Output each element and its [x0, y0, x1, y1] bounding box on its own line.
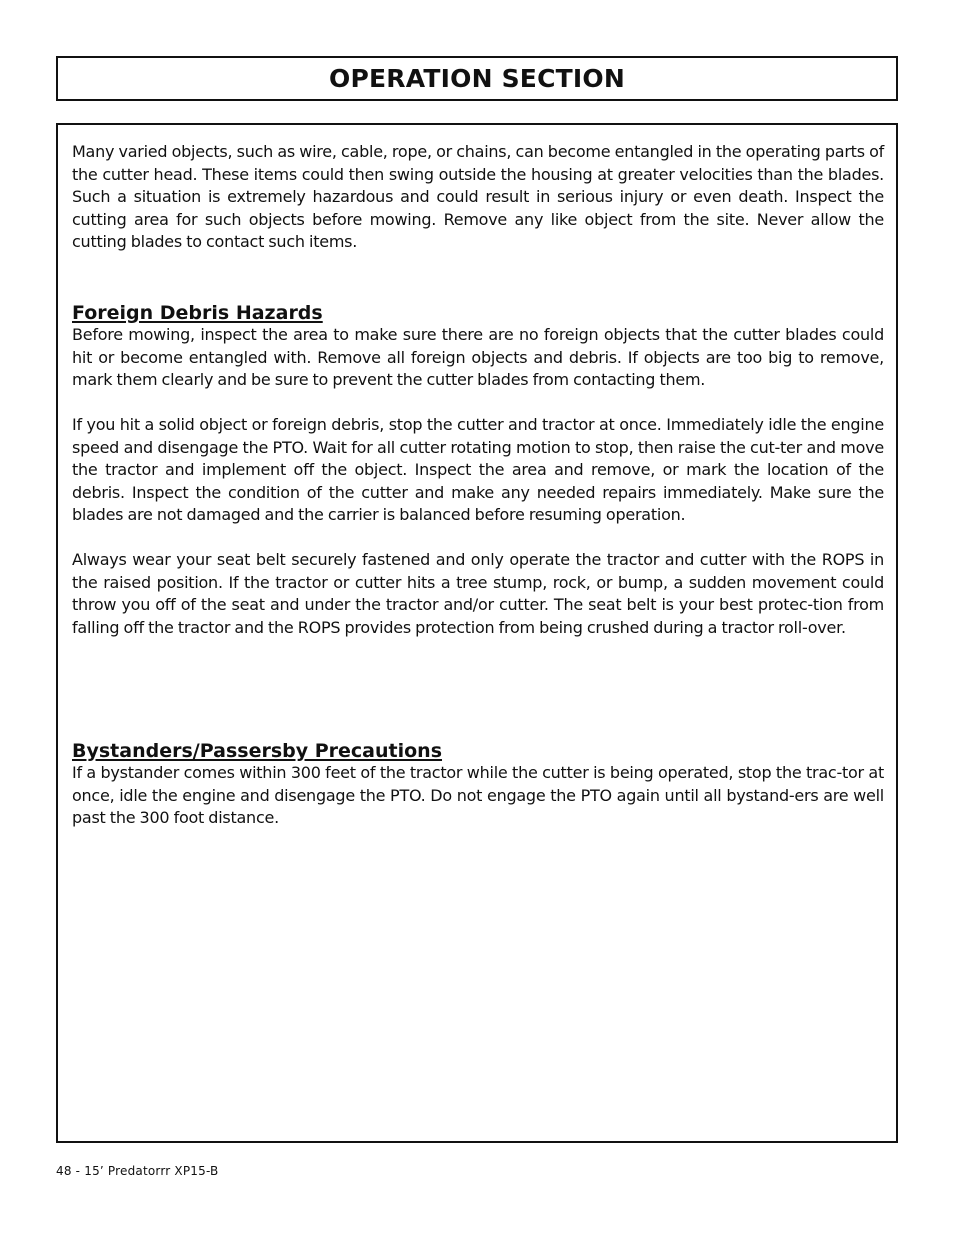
foreign-debris-block-1 — [72, 324, 884, 392]
section-title-box — [56, 56, 898, 101]
page-title: OPERATION SECTION — [329, 64, 625, 93]
intro-paragraph: Many varied objects, such as wire, cable, rope, or chains, can become entangled in the operating parts of the cutter head. These items could then swing outside the housing at greater velocities than the blades. Such a situation is extremely hazardous and could result in serious injury or even death. Inspect the cutting area for such objects before mowing. Remove any like object from the site. Never allow the cutting blades to contact such items. — [72, 142, 884, 252]
bystanders-heading: Bystanders/Passersby Precautions — [72, 740, 443, 762]
bystanders-block — [72, 762, 884, 830]
foreign-debris-heading: Foreign Debris Hazards — [72, 302, 323, 324]
foreign-debris-paragraph-1: Before mowing, inspect the area to make sure there are no foreign objects that the cutter blades could hit or become entangled with. Remove all foreign objects and debris. If objects are too big to remove, mark them clearly and be sure to prevent the cutter blades from contacting them. — [72, 325, 884, 390]
foreign-debris-paragraph-2: If you hit a solid object or foreign debris, stop the cutter and tractor at once. Immediately idle the engine speed and disengage the PTO. Wait for all cutter rotating motion to stop, then raise the cut-ter and move the tractor and implement off the object. Inspect the area and remove, or mark the location of the debris. Inspect the condition of the cutter and make any needed repairs immediately. Make sure the blades are not damaged and the carrier is balanced before resuming operation. — [72, 415, 884, 525]
bystanders-paragraph: If a bystander comes within 300 feet of the tractor while the cutter is being operated, stop the trac-tor at once, idle the engine and disengage the PTO. Do not engage the PTO again until all bystand-ers are well past the 300 foot distance. — [72, 763, 884, 828]
foreign-debris-block-3 — [72, 549, 884, 639]
content-box — [56, 123, 898, 1143]
bystanders-heading-block — [72, 739, 884, 763]
foreign-debris-block-2 — [72, 414, 884, 527]
foreign-debris-heading-block — [72, 301, 884, 325]
intro-block — [72, 141, 884, 254]
page-footer: 48 - 15’ Predatorrr XP15-B — [56, 1164, 219, 1178]
foreign-debris-paragraph-3: Always wear your seat belt securely fastened and only operate the tractor and cutter with the ROPS in the raised position. If the tractor or cutter hits a tree stump, rock, or bump, a sudden movement could throw you off of the seat and under the tractor and/or cutter. The seat belt is your best protec-tion from falling off the tractor and the ROPS provides protection from being crushed during a tractor roll-over. — [72, 550, 884, 637]
